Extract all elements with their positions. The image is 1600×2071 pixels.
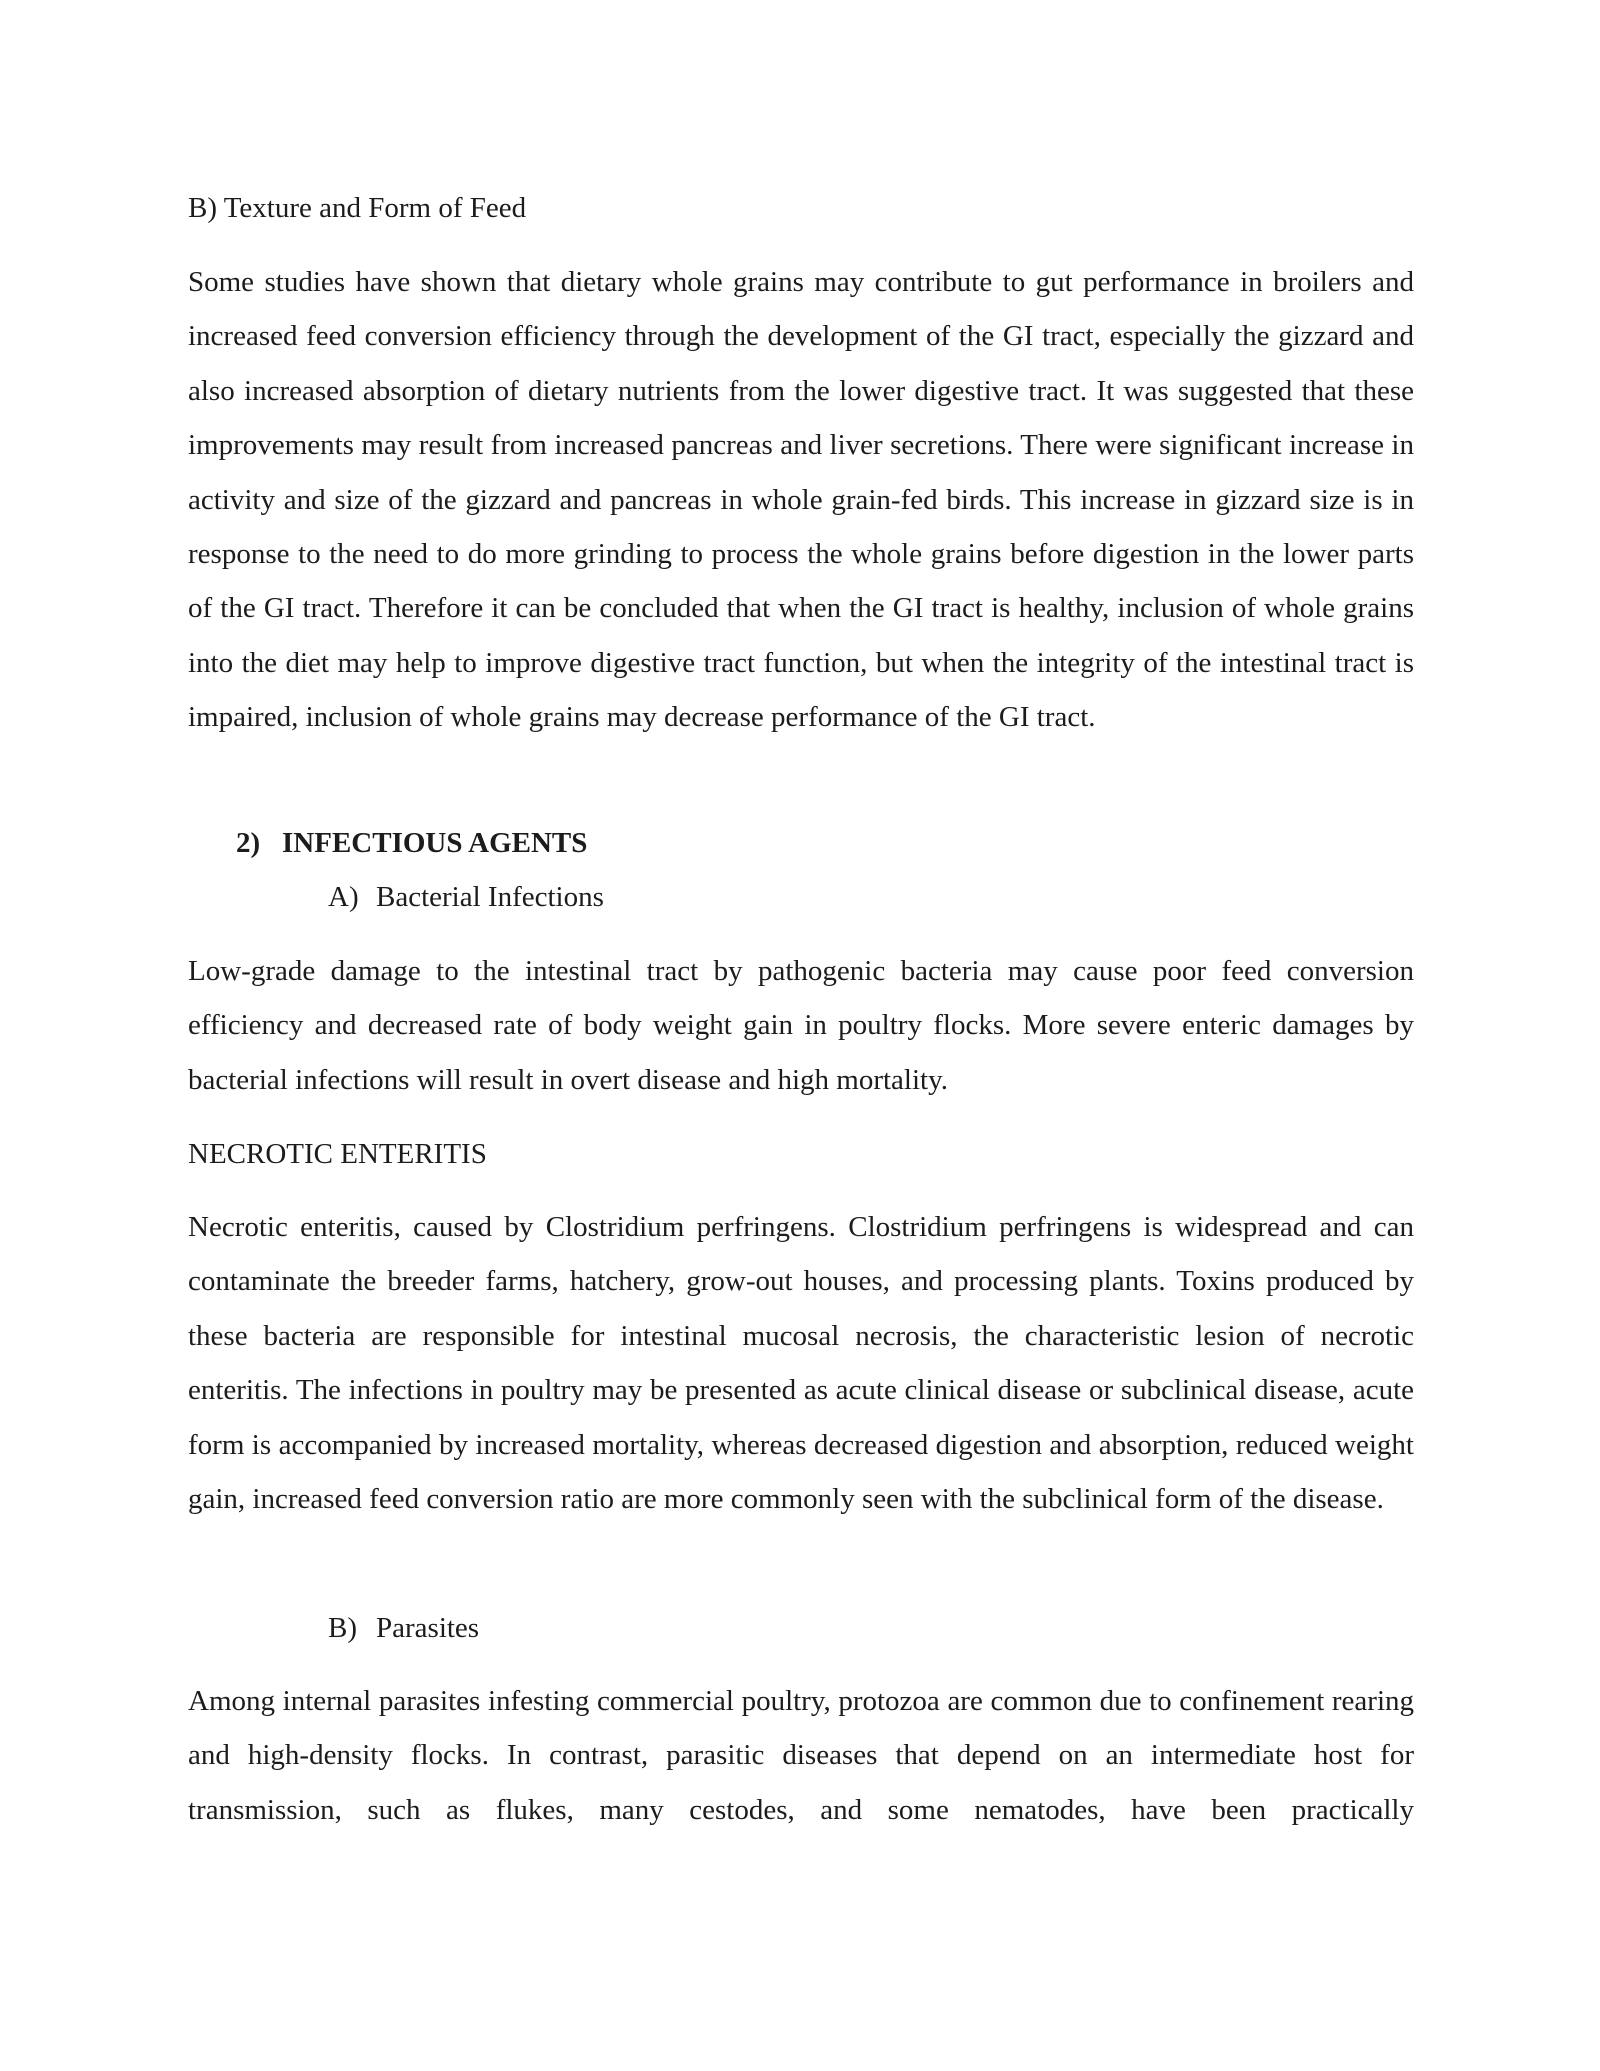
subsection-letter: B) [328,1612,357,1644]
subsection-letter: A) [328,881,359,913]
paragraph-bacterial-damage: Low-grade damage to the intestinal tract by pathogenic bacteria may cause poor feed conversion efficiency and decreased rate of body weight gain in poultry flocks. More severe enteric damages by bacterial infections will result in overt disease and high mortality. [188,955,1414,1096]
subsection-title: Parasites [376,1612,480,1644]
heading-bacterial-infections [328,879,604,915]
paragraph-whole-grains: Some studies have shown that dietary whole grains may contribute to gut performance in broilers and increased feed conversion efficiency through the development of the GI tract, especially the gizzard and also increased absorption of dietary nutrients from the lower digestive tract. It was suggested that these improvements may result from increased pancreas and liver secretions. There were significant increase in activity and size of the gizzard and pancreas in whole grain-fed birds. This increase in gizzard size is in response to the need to do more grinding to process the whole grains before digestion in the lower parts of the GI tract. Therefore it can be concluded that when the GI tract is healthy, inclusion of whole grains into the diet may help to improve digestive tract function, but when the integrity of the intestinal tract is impaired, inclusion of whole grains may decrease performance of the GI tract. [188,266,1414,734]
subsection-title: Bacterial Infections [376,881,604,913]
paragraph-necrotic-enteritis: Necrotic enteritis, caused by Clostridium perfringens. Clostridium perfringens is widespread and can contaminate the breeder farms, hatchery, grow-out houses, and processing plants. Toxins produced by these bacteria are responsible for intestinal mucosal necrosis, the characteristic lesion of necrotic enteritis. The infections in poultry may be presented as acute clinical disease or subclinical disease, acute form is accompanied by increased mortality, whereas decreased digestion and absorption, reduced weight gain, increased feed conversion ratio are more commonly seen with the subclinical form of the disease. [188,1211,1414,1516]
heading-parasites [328,1610,479,1646]
heading-necrotic-enteritis: NECROTIC ENTERITIS [188,1138,487,1170]
section-title: INFECTIOUS AGENTS [282,827,588,859]
heading-infectious-agents [236,825,587,861]
section-number: 2) [236,827,261,859]
heading-texture-form-feed: B) Texture and Form of Feed [188,192,527,224]
paragraph-parasites: Among internal parasites infesting commercial poultry, protozoa are common due to confinement rearing and high-density flocks. In contrast, parasitic diseases that depend on an intermediate host for transmission, such as flukes, many cestodes, and some nematodes, have been practically [188,1685,1414,1826]
